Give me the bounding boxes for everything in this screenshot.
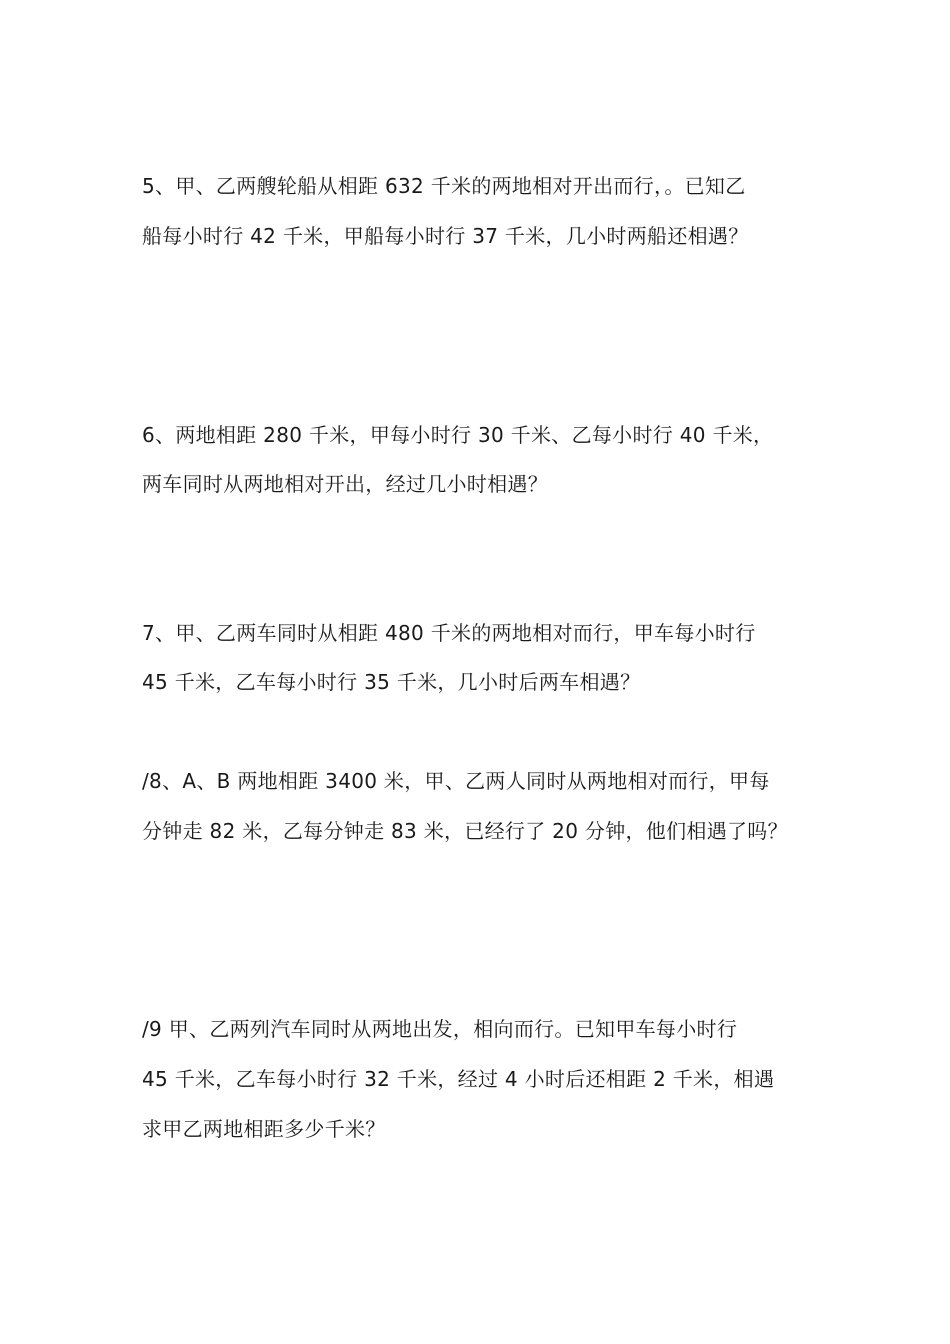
- problem-8-line-2: 分钟走 82 米，乙每分钟走 83 米，已经行了 20 分钟，他们相遇了吗？: [142, 819, 788, 843]
- problem-9-line-1: /9 甲、乙两列汽车同时从两地出发，相向而行。已知甲车每小时行: [142, 1017, 738, 1041]
- problem-8-line-1: /8、A、B 两地相距 3400 米，甲、乙两人同时从两地相对而行，甲每: [142, 769, 770, 793]
- problem-9-line-2: 45 千米，乙车每小时行 32 千米，经过 4 小时后还相距 2 千米，相遇: [142, 1067, 775, 1091]
- problem-5-line-2: 船每小时行 42 千米，甲船每小时行 37 千米，几小时两船还相遇？: [142, 224, 749, 248]
- problem-7-line-2: 45 千米，乙车每小时行 35 千米，几小时后两车相遇？: [142, 670, 641, 694]
- problem-7-line-1: 7、甲、乙两车同时从相距 480 千米的两地相对而行，甲车每小时行: [142, 621, 756, 645]
- problem-9-line-3: 求甲乙两地相距多少千米？: [142, 1117, 386, 1141]
- problem-6-line-1: 6、两地相距 280 千米，甲每小时行 30 千米、乙每小时行 40 千米，: [142, 423, 774, 447]
- problem-5-line-1: 5、甲、乙两艘轮船从相距 632 千米的两地相对开出而行，。已知乙: [142, 174, 746, 198]
- problem-6-line-2: 两车同时从两地相对开出，经过几小时相遇？: [142, 472, 548, 496]
